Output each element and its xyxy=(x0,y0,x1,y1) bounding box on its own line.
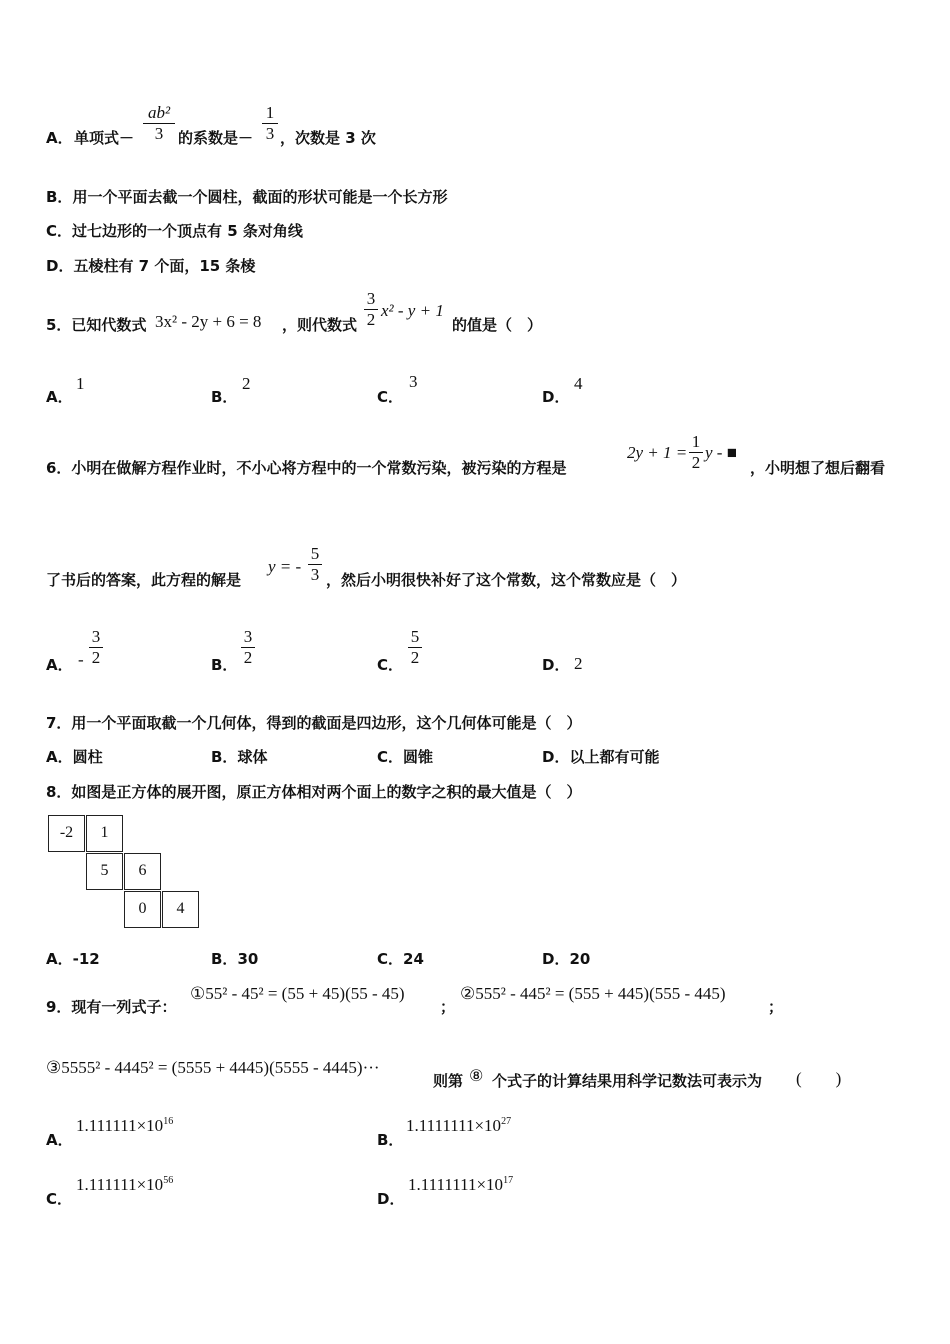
q6-equation-fraction: 1 2 xyxy=(689,432,703,473)
q9-separator-1: ； xyxy=(440,998,456,1016)
net-cell: 5 xyxy=(86,853,123,890)
q6-option-b-fraction: 3 2 xyxy=(241,627,255,668)
q6-option-a-letter: A． xyxy=(46,656,73,674)
q8-option-b: B．30 xyxy=(211,950,259,968)
q5-option-b-letter: B． xyxy=(211,388,238,406)
q5-option-a-value: 1 xyxy=(76,374,85,393)
net-cell: -2 xyxy=(48,815,85,852)
q9-stem-2b: ⑧ xyxy=(469,1066,484,1085)
q9-stem-2c: 个式子的计算结果用科学记数法可表示为 xyxy=(492,1072,763,1090)
q9-option-b-value: $1.1111111\times 10^{27}$ xyxy=(406,1116,512,1135)
q6-stem-1: 6．小明在做解方程作业时，不小心将方程中的一个常数污染，被污染的方程是 xyxy=(46,459,567,477)
q6-equation-right: y - ■ xyxy=(705,443,737,462)
q5-expression-1: 3x² - 2y + 6 = 8 xyxy=(155,312,262,331)
q4-option-c: C．过七边形的一个顶点有 5 条对角线 xyxy=(46,222,303,240)
q6-option-c-fraction: 5 2 xyxy=(408,627,422,668)
q9-separator-2: ； xyxy=(768,998,784,1016)
q4-option-a-text2: 的系数是－ xyxy=(178,129,254,147)
q6-solution-left: y = - xyxy=(268,557,302,576)
q9-stem-2a: 则第 xyxy=(433,1072,464,1090)
q6-solution-fraction: 5 3 xyxy=(308,544,322,585)
q5-option-b-value: 2 xyxy=(242,374,251,393)
q6-stem-2: ，小明想了想后翻看 xyxy=(750,459,886,477)
q9-expression-1: ①55² - 45² = (55 + 45)(55 - 45) xyxy=(190,984,405,1003)
cube-net-figure xyxy=(48,815,208,935)
q9-expression-3: ③5555² - 4445² = (5555 + 4445)(5555 - 4445)··· xyxy=(46,1058,380,1077)
q7-stem: 7．用一个平面取截一个几何体，得到的截面是四边形，这个几何体可能是（ ） xyxy=(46,714,582,732)
q9-expression-2: ②555² - 445² = (555 + 445)(555 - 445) xyxy=(460,984,726,1003)
net-cell: 1 xyxy=(86,815,123,852)
q4-option-a-text1: 单项式－ xyxy=(74,129,135,147)
q9-option-d-value: $1.1111111\times 10^{17}$ xyxy=(408,1175,514,1194)
q4-option-b: B．用一个平面去截一个圆柱，截面的形状可能是一个长方形 xyxy=(46,188,448,206)
q5-stem-2: ，则代数式 xyxy=(282,316,358,334)
q9-stem: 9．现有一列式子： xyxy=(46,998,177,1016)
q6-option-b-letter: B． xyxy=(211,656,238,674)
q5-option-a-letter: A． xyxy=(46,388,73,406)
q9-answer-paren: ( ) xyxy=(796,1069,842,1088)
q5-stem-3: 的值是（ ） xyxy=(452,316,543,334)
q6-option-c-letter: C． xyxy=(377,656,404,674)
q8-option-d: D．20 xyxy=(542,950,591,968)
q4-option-d: D．五棱柱有 7 个面，15 条棱 xyxy=(46,257,256,275)
q7-option-d: D．以上都有可能 xyxy=(542,748,660,766)
q5-option-d-value: 4 xyxy=(574,374,583,393)
q6-stem-4: ，然后小明很快补好了这个常数，这个常数应是（ ） xyxy=(326,571,687,589)
q7-option-c: C．圆锥 xyxy=(377,748,434,766)
q6-option-a-fraction: 3 2 xyxy=(89,627,103,668)
q9-option-d-letter: D． xyxy=(377,1190,405,1208)
q5-expression-2: x² - y + 1 xyxy=(381,301,444,320)
q4-option-a-fraction: ab² 3 xyxy=(143,103,175,144)
q7-option-a: A．圆柱 xyxy=(46,748,103,766)
q5-option-c-letter: C． xyxy=(377,388,404,406)
q6-stem-3: 了书后的答案，此方程的解是 xyxy=(46,571,242,589)
q5-option-d-letter: D． xyxy=(542,388,570,406)
net-cell: 4 xyxy=(162,891,199,928)
q6-option-d-value: 2 xyxy=(574,654,583,673)
q4-option-a-fraction2: 1 3 xyxy=(262,103,278,144)
q5-stem-1: 5．已知代数式 xyxy=(46,316,147,334)
q4-option-a-letter: A． xyxy=(46,129,73,147)
q8-stem: 8．如图是正方体的展开图，原正方体相对两个面上的数字之积的最大值是（ ） xyxy=(46,783,582,801)
net-cell: 6 xyxy=(124,853,161,890)
q4-option-a-text3: ，次数是 3 次 xyxy=(280,129,376,147)
q9-option-c-letter: C． xyxy=(46,1190,73,1208)
q9-option-b-letter: B． xyxy=(377,1131,404,1149)
q9-option-c-value: $1.111111\times 10^{56}$ xyxy=(76,1175,174,1194)
q5-fraction: 3 2 xyxy=(364,289,378,330)
q9-option-a-value: $1.111111\times 10^{16}$ xyxy=(76,1116,174,1135)
q7-option-b: B．球体 xyxy=(211,748,268,766)
q5-option-c-value: 3 xyxy=(409,372,418,391)
q6-option-a-sign: - xyxy=(78,650,84,669)
q9-option-a-letter: A． xyxy=(46,1131,73,1149)
q6-equation-left: 2y + 1 = xyxy=(627,443,688,462)
q8-option-c: C．24 xyxy=(377,950,424,968)
q8-option-a: A．-12 xyxy=(46,950,100,968)
net-cell: 0 xyxy=(124,891,161,928)
q6-option-d-letter: D． xyxy=(542,656,570,674)
